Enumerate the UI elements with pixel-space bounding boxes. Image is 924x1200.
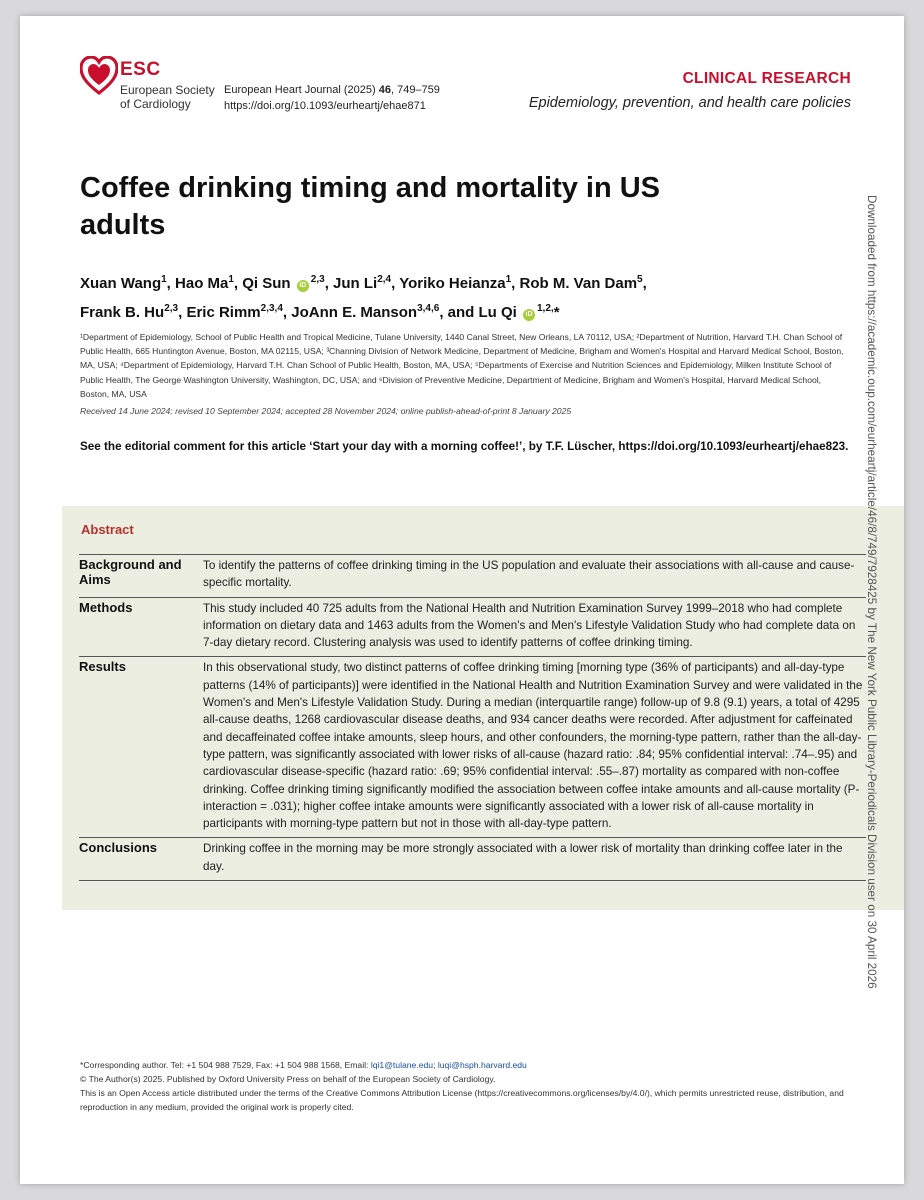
journal-pages: , 749–759 [390, 84, 440, 96]
affiliation-number: 5 [637, 274, 643, 285]
author-name: Jun Li [333, 275, 378, 292]
abstract-section-text: This study included 40 725 adults from the National Health and Nutrition Examination Survey 1999–2018 who had complete information on dietary data and 1463 adults from the Women's and Men's Lifestyle Validation Study who had complete data on 7-day dietary record. Clustering analysis was used to identify patterns of coffee drinking timing. [203, 601, 856, 650]
affiliations: ¹Department of Epidemiology, School of Public Health and Tropical Medicine, Tulane University, 1440 Canal Street, New Orleans, LA 70112, USA; ²Department of Nutrition, Harvard T.H. Chan School of Public Health, 665 Huntington Avenue, Boston, MA 02115, USA; ³Channing Division of Network Medicine, Department of Medicine, Brigham and Women's Hospital and Harvard Medical School, Boston, MA, USA; ⁴Department of Epidemiology, Harvard T.H. Chan School of Public Health, Boston, MA, USA; ⁵Departments of Exercise and Nutrition Sciences and Epidemiology, Milken Institute School of Public Health, The George Washington University, Washington, DC, USA; and ⁶Division of Preventive Medicine, Department of Medicine, Brigham and Women's Hospital, Harvard Medical School, Boston, MA, USA [80, 332, 844, 399]
author-name: Lu Qi [478, 304, 517, 321]
society-name: European Society of Cardiology [120, 83, 215, 111]
author [399, 275, 511, 292]
corresponding-marker: * [553, 304, 560, 321]
section-label: CLINICAL RESEARCH [682, 70, 851, 87]
subsection-label: Epidemiology, prevention, and health care policies [528, 95, 851, 111]
author-name: Xuan Wang [80, 275, 162, 292]
author-name: Eric Rimm [186, 304, 261, 321]
abstract-table [79, 554, 866, 881]
author [479, 304, 560, 321]
editorial-comment: See the editorial comment for this article ‘Start your day with a morning coffee!’, by T.F. Lüscher, https://doi.org/10.1093/eurheartj/ehae823. [80, 440, 849, 453]
author [520, 275, 643, 292]
author-name: JoAnn E. Manson [291, 304, 418, 321]
heart-icon [80, 56, 118, 96]
corresponding-author: *Corresponding author. Tel: +1 504 988 7529, Fax: +1 504 988 1568, Email: lqi1@tulane.edu; luqi@hsph.harvard.edu [80, 1060, 527, 1070]
author-name: Rob M. Van Dam [519, 275, 638, 292]
abstract-row [79, 597, 866, 657]
journal-name: European Heart Journal (2025) [224, 84, 379, 96]
license-notice: This is an Open Access article distributed under the terms of the Creative Commons Attribution License (https://creativecommons.org/licenses/by/4.0/), which permits unrestricted reuse, distribution, and reproduction in any medium, provided the original work is properly cited. [80, 1088, 844, 1112]
author [80, 275, 167, 292]
abstract-section-label: Background and Aims [79, 557, 182, 587]
author-name: Hao Ma [175, 275, 229, 292]
section-heading [529, 70, 851, 111]
author [175, 275, 234, 292]
abstract-section-text: In this observational study, two distinct patterns of coffee drinking timing [morning type (36% of participants) and all-day-type patterns (14% of participants)] were identified in the National Health and Nutrition Examination Survey and were validated in the Women's and Men's Lifestyle Validation Study. During a median (interquartile range) follow-up of 9.8 (9.1) years, a total of 4295 all-cause deaths, 1268 cardiovascular disease deaths, and 934 cancer deaths were recorded. After adjustment for caffeinated and decaffeinated coffee intake amounts, sleep hours, and other confounders, the morning-type pattern, rather than the all-day-type pattern, was significantly associated with lower risks of all-cause (hazard ratio: .84; 95% confidential interval: .74–.95) and cardiovascular disease-specific (hazard ratio: .69; 95% confidential interval: .55–.87) mortality as compared with non-coffee drinking. Coffee drinking timing significantly modified the association between coffee intake amounts and all-cause mortality (P-interaction = .031); higher coffee intake amounts were significantly associated with a lower risk of all-cause mortality in participants with morning-type pattern but not in those with all-day-type pattern. [203, 661, 863, 831]
author-name: Qi Sun [242, 275, 291, 292]
abstract-section-label: Conclusions [79, 840, 158, 856]
author [291, 304, 439, 321]
abstract-section-text: To identify the patterns of coffee drinking timing in the US population and evaluate their associations with all-cause and cause-specific mortality. [203, 559, 855, 590]
footnotes [80, 1058, 860, 1114]
abstract-section-label: Results [79, 659, 126, 675]
esc-logo [80, 56, 220, 126]
author-name: Frank B. Hu [80, 304, 165, 321]
affiliation-number: 1 [505, 274, 512, 285]
abstract-row [79, 656, 866, 837]
affiliation-number: 3,4,6 [417, 303, 440, 314]
abstract-box [62, 506, 904, 910]
abstract-row [79, 554, 866, 597]
affiliation-number: 1 [228, 274, 234, 285]
affiliation-number: 1,2, [537, 303, 554, 314]
author [186, 304, 282, 321]
author [80, 304, 178, 321]
article-title: Coffee drinking timing and mortality in US adults [80, 172, 661, 241]
abstract-heading: Abstract [81, 522, 134, 537]
email-link-1[interactable]: lqi1@tulane.edu [370, 1060, 434, 1070]
affiliation-number: 2,3 [164, 303, 179, 314]
orcid-icon[interactable]: iD [297, 280, 309, 292]
abstract-section-label: Methods [79, 599, 133, 615]
author [242, 275, 324, 292]
affiliation-number: 1 [161, 274, 167, 285]
article-doi-link[interactable]: https://doi.org/10.1093/eurheartj/ehae871 [224, 100, 426, 112]
affiliation-number: 2,4 [377, 274, 392, 285]
email-link-2[interactable]: luqi@hsph.harvard.edu [437, 1060, 527, 1070]
author-list: Xuan Wang$^1$, Hao Ma$^1$, Qi Sun iD$^{2,3}$, Jun Li$^{2,4}$, Yoriko Heianza$^1$, Rob M. Van Dam$^5$, Frank B. Hu$^{2,3}$, Eric Rimm$^{2,3,4}$, JoAnn E. Manson$^{3,4,6}$, and Lu Qi $iD^{1,2,}*$ [80, 274, 647, 321]
journal-citation [224, 82, 440, 114]
orcid-icon[interactable]: iD [523, 309, 535, 321]
author [333, 275, 391, 292]
abstract-row [79, 837, 866, 881]
download-watermark: Downloaded from https://academic.oup.com/eurheartj/article/46/8/749/7928425 by The New York Public Library-Periodicals Division user on 30 April 2026 [865, 195, 878, 989]
abstract-section-text: Drinking coffee in the morning may be more strongly associated with a lower risk of mortality than drinking coffee later in the day. [203, 842, 843, 873]
copyright-notice: © The Author(s) 2025. Published by Oxford University Press on behalf of the European Society of Cardiology. [80, 1074, 496, 1084]
affiliation-number: 2,3,4 [260, 303, 283, 314]
society-abbreviation: ESC [120, 59, 161, 80]
publication-history: Received 14 June 2024; revised 10 September 2024; accepted 28 November 2024; online publish-ahead-of-print 8 January 2025 [80, 406, 572, 416]
affiliation-number: 2,3 [310, 274, 325, 285]
author-name: Yoriko Heianza [399, 275, 506, 292]
journal-volume: 46 [378, 84, 391, 96]
